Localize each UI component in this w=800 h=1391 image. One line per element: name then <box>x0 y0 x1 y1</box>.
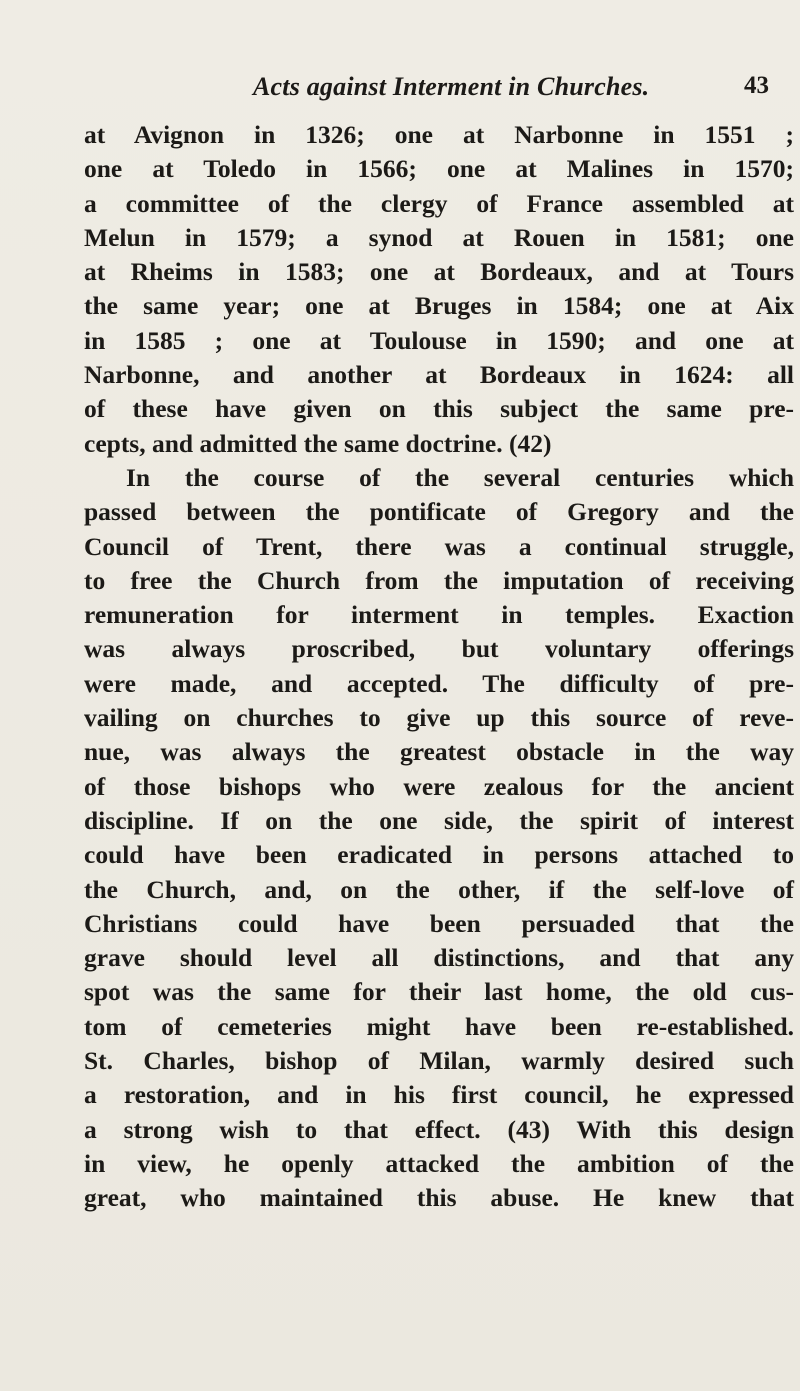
text-line: Narbonne, and another at Bordeaux in 1624: all <box>84 360 794 390</box>
body-text <box>84 118 794 1216</box>
text-line: remuneration for interment in temples. Exaction <box>84 600 794 630</box>
text-line: spot was the same for their last home, the old cus- <box>84 977 794 1007</box>
text-line: Christians could have been persuaded that the <box>84 908 794 938</box>
text-line: St. Charles, bishop of Milan, warmly desired such <box>84 1046 794 1076</box>
running-head <box>83 72 793 112</box>
text-line: at Rheims in 1583; one at Bordeaux, and at Tours <box>84 257 794 287</box>
text-line: in view, he openly attacked the ambition of the <box>84 1148 794 1178</box>
text-line: a restoration, and in his first council, he expressed <box>84 1080 794 1110</box>
text-line: of these have given on this subject the same pre- <box>84 394 794 424</box>
text-line: of those bishops who were zealous for the ancient <box>84 771 794 801</box>
text-line: one at Toledo in 1566; one at Malines in 1570; <box>84 154 794 184</box>
page-number: 43 <box>744 72 769 99</box>
text-line: was always proscribed, but voluntary offerings <box>84 634 794 664</box>
text-line: to free the Church from the imputation of receiving <box>84 565 794 595</box>
text-line: grave should level all distinctions, and that any <box>84 943 794 973</box>
text-line: at Avignon in 1326; one at Narbonne in 1551 ; <box>84 120 794 149</box>
text-line: a strong wish to that effect. (43) With this design <box>84 1114 794 1144</box>
text-line: were made, and accepted. The difficulty of pre- <box>84 668 794 698</box>
running-title: Acts against Interment in Churches. <box>253 72 650 101</box>
text-line: the Church, and, on the other, if the self-love of <box>84 874 794 904</box>
text-line: in 1585 ; one at Toulouse in 1590; and one at <box>84 325 794 355</box>
text-line: cepts, and admitted the same doctrine. (42) <box>84 428 552 458</box>
text-line: the same year; one at Bruges in 1584; one at Aix <box>84 291 794 321</box>
text-line: could have been eradicated in persons attached to <box>84 840 794 870</box>
text-line: Council of Trent, there was a continual struggle, <box>84 531 794 561</box>
text-line: discipline. If on the one side, the spirit of interest <box>84 805 794 835</box>
text-line: In the course of the several centuries which <box>126 462 794 492</box>
text-line: tom of cemeteries might have been re-established. <box>84 1011 794 1041</box>
text-line: a committee of the clergy of France assembled at <box>84 188 794 218</box>
text-line: Melun in 1579; a synod at Rouen in 1581; one <box>84 222 794 252</box>
text-line: vailing on churches to give up this source of reve- <box>84 703 794 733</box>
text-line: passed between the pontificate of Gregory and the <box>84 497 794 527</box>
text-line: nue, was always the greatest obstacle in the way <box>84 737 794 767</box>
text-line: great, who maintained this abuse. He knew that <box>84 1183 794 1213</box>
